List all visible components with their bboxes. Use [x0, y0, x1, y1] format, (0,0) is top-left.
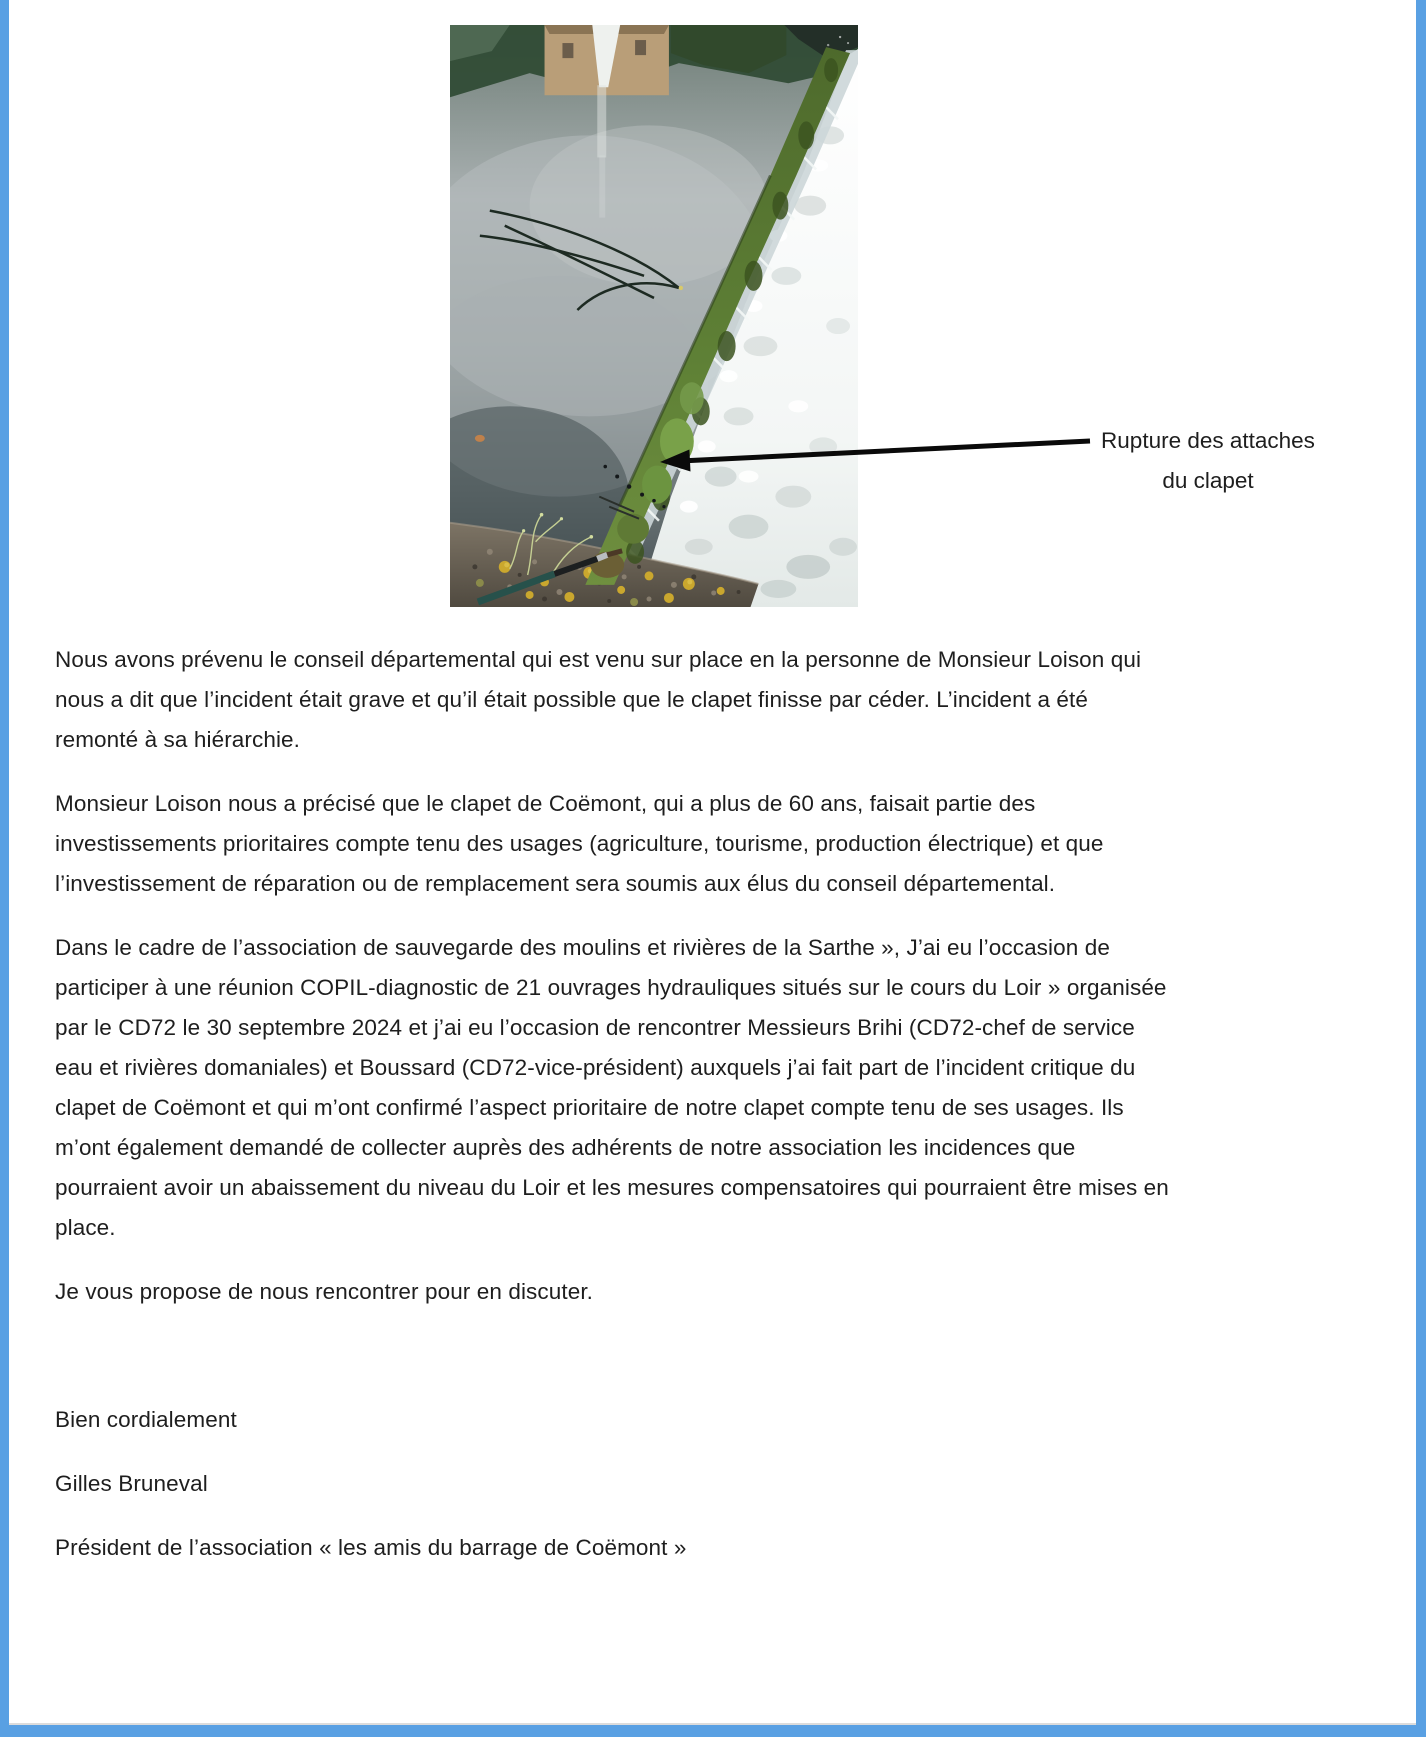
page-border-left — [0, 0, 9, 1737]
weir-photo — [450, 25, 858, 607]
blank-line — [55, 1336, 1175, 1376]
page-border-bottom — [0, 1725, 1426, 1737]
weir-photo-graphic — [450, 25, 858, 607]
body-paragraph-3: Dans le cadre de l’association de sauvegarde des moulins et rivières de la Sarthe », J’ai eu l’occasion de participer à une réunion COPIL-diagnostic de 21 ouvrages hydrauliques situés sur le cours du Loir » organisée par le CD72 le 30 septembre 2024 et j’ai eu l’occasion de rencontrer Messieurs Brihi (CD72-chef de service eau et rivières domaniales) et Boussard (CD72-vice-président) auxquels j’ai fait part de l’incident critique du clapet de Coëmont et qui m’ont confirmé l’aspect prioritaire de notre clapet compte tenu de ses usages. Ils m’ont également demandé de collecter auprès des adhérents de notre association les incidences que pourraient avoir un abaissement du niveau du Loir et les mesures compensatoires qui pourraient être mises en place. — [55, 935, 1169, 1240]
signature-title: Président de l’association « les amis du barrage de Coëmont » — [55, 1535, 687, 1560]
signature-closing: Bien cordialement — [55, 1407, 237, 1432]
body-paragraph-1: Nous avons prévenu le conseil départemental qui est venu sur place en la personne de Monsieur Loison qui nous a dit que l’incident était grave et qu’il était possible que le clapet finisse par céder. L’incident a été remonté à sa hiérarchie. — [55, 647, 1142, 752]
body-paragraph-2: Monsieur Loison nous a précisé que le clapet de Coëmont, qui a plus de 60 ans, faisait partie des investissements prioritaires compte tenu des usages (agriculture, tourisme, production électrique) et que l’investissement de réparation ou de remplacement sera soumis aux élus du conseil départemental. — [55, 791, 1104, 896]
letter-body — [55, 640, 1175, 1592]
page-border-right — [1416, 0, 1426, 1737]
body-paragraph-4: Je vous propose de nous rencontrer pour en discuter. — [55, 1279, 594, 1304]
annotation-caption: Rupture des attaches du clapet — [1101, 428, 1315, 493]
signature-name: Gilles Bruneval — [55, 1471, 208, 1496]
